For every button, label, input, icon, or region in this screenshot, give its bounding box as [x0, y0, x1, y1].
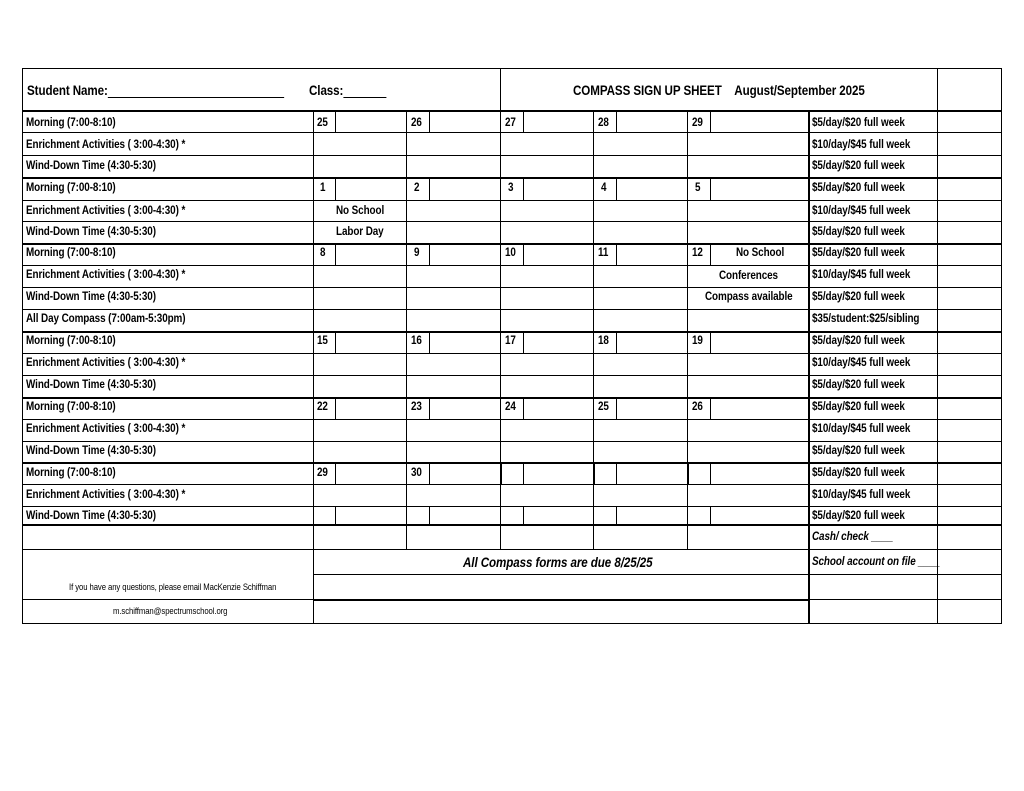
price-wind-down: $5/day/$20 full week — [812, 226, 905, 238]
grid-hline — [23, 243, 1001, 245]
grid-vline — [429, 397, 430, 419]
date-cell: 30 — [411, 467, 422, 479]
date-cell: 2 — [414, 182, 420, 194]
grid-vline — [523, 243, 524, 265]
grid-hline — [23, 177, 1001, 179]
grid-hline — [313, 574, 1001, 575]
price-enrichment: $10/day/$45 full week — [812, 139, 911, 151]
grid-vline — [710, 331, 711, 353]
grid-vline — [500, 462, 502, 484]
price-enrichment: $10/day/$45 full week — [812, 423, 911, 435]
grid-vline — [616, 243, 617, 265]
grid-hline — [23, 524, 1001, 526]
sheet-title-row — [573, 83, 865, 98]
grid-hline — [23, 331, 1001, 333]
payment-school-account[interactable]: School account on file ____ — [812, 556, 940, 568]
grid-hline — [23, 155, 1001, 156]
grid-vline — [335, 110, 336, 132]
grid-vline — [687, 462, 689, 484]
date-cell: 1 — [320, 182, 326, 194]
price-enrichment: $10/day/$45 full week — [812, 357, 911, 369]
payment-cash-check[interactable]: Cash/ check ____ — [812, 531, 894, 543]
grid-hline — [23, 221, 1001, 222]
note-no-school: No School — [736, 247, 785, 259]
grid-vline — [710, 243, 711, 265]
row-label-wind-down: Wind-Down Time (4:30-5:30) — [26, 291, 156, 303]
price-wind-down: $5/day/$20 full week — [812, 379, 905, 391]
price-morning: $5/day/$20 full week — [812, 117, 905, 129]
grid-vline — [616, 506, 617, 524]
grid-vline — [335, 177, 336, 200]
row-label-enrichment: Enrichment Activities ( 3:00-4:30) * — [26, 139, 186, 151]
grid-vline — [523, 462, 524, 484]
date-cell: 29 — [692, 117, 703, 129]
grid-vline — [616, 110, 617, 132]
date-cell: 23 — [411, 401, 422, 413]
date-cell: 10 — [505, 247, 516, 259]
price-morning: $5/day/$20 full week — [812, 335, 905, 347]
date-cell: 25 — [598, 401, 609, 413]
grid-vline — [710, 506, 711, 524]
grid-hline — [23, 309, 1001, 310]
grid-hline — [23, 484, 1001, 485]
grid-vline — [937, 69, 938, 623]
row-label-morning: Morning (7:00-8:10) — [26, 401, 116, 413]
grid-hline — [23, 441, 1001, 442]
date-cell: 26 — [692, 401, 703, 413]
grid-hline — [23, 549, 1001, 550]
note-conferences: Conferences — [719, 270, 778, 282]
student-name-field[interactable] — [27, 83, 284, 98]
date-cell: 5 — [695, 182, 701, 194]
date-cell: 28 — [598, 117, 609, 129]
grid-vline — [429, 177, 430, 200]
row-label-morning: Morning (7:00-8:10) — [26, 467, 116, 479]
row-label-morning: Morning (7:00-8:10) — [26, 117, 116, 129]
row-label-enrichment: Enrichment Activities ( 3:00-4:30) * — [26, 269, 186, 281]
date-cell: 26 — [411, 117, 422, 129]
student-name-blank[interactable] — [108, 97, 284, 98]
grid-vline — [808, 110, 810, 624]
grid-hline — [23, 599, 313, 600]
grid-vline — [429, 506, 430, 524]
date-cell: 22 — [317, 401, 328, 413]
grid-hline — [23, 375, 1001, 376]
grid-hline — [313, 599, 808, 601]
date-cell: 17 — [505, 335, 516, 347]
price-enrichment: $10/day/$45 full week — [812, 489, 911, 501]
grid-vline — [500, 69, 501, 110]
grid-hline — [23, 110, 1001, 112]
row-label-wind-down: Wind-Down Time (4:30-5:30) — [26, 379, 156, 391]
grid-vline — [616, 397, 617, 419]
grid-vline — [523, 331, 524, 353]
contact-email[interactable]: m.schiffman@spectrumschool.org — [113, 606, 228, 616]
row-label-morning: Morning (7:00-8:10) — [26, 247, 116, 259]
date-cell: 16 — [411, 335, 422, 347]
compass-signup-sheet — [22, 68, 1002, 624]
price-enrichment: $10/day/$45 full week — [812, 205, 911, 217]
price-wind-down: $5/day/$20 full week — [812, 445, 905, 457]
grid-vline — [335, 397, 336, 419]
grid-vline — [523, 110, 524, 132]
grid-vline — [710, 177, 711, 200]
sheet-period: August/September 2025 — [734, 83, 865, 98]
grid-hline — [23, 132, 1001, 133]
grid-vline — [429, 243, 430, 265]
row-label-morning: Morning (7:00-8:10) — [26, 182, 116, 194]
row-label-wind-down: Wind-Down Time (4:30-5:30) — [26, 510, 156, 522]
price-morning: $5/day/$20 full week — [812, 401, 905, 413]
grid-hline — [23, 200, 1001, 201]
row-label-enrichment: Enrichment Activities ( 3:00-4:30) * — [26, 205, 186, 217]
grid-vline — [523, 177, 524, 200]
row-label-all-day: All Day Compass (7:00am-5:30pm) — [26, 313, 186, 325]
grid-hline — [23, 287, 1001, 288]
price-morning: $5/day/$20 full week — [812, 182, 905, 194]
date-cell: 18 — [598, 335, 609, 347]
grid-vline — [593, 462, 595, 484]
grid-vline — [710, 462, 711, 484]
price-all-day: $35/student:$25/sibling — [812, 313, 920, 325]
note-labor-day: Labor Day — [336, 226, 384, 238]
class-label: Class: — [309, 83, 344, 98]
date-cell: 3 — [508, 182, 514, 194]
note-compass-available: Compass available — [705, 291, 793, 303]
price-enrichment: $10/day/$45 full week — [812, 269, 911, 281]
date-cell: 29 — [317, 467, 328, 479]
row-label-enrichment: Enrichment Activities ( 3:00-4:30) * — [26, 489, 186, 501]
sheet-title: COMPASS SIGN UP SHEET — [573, 83, 722, 98]
contact-questions: If you have any questions, please email MacKenzie Schiffman — [69, 582, 277, 592]
note-no-school: No School — [336, 205, 385, 217]
grid-vline — [616, 177, 617, 200]
price-morning: $5/day/$20 full week — [812, 467, 905, 479]
grid-vline — [429, 462, 430, 484]
grid-hline — [23, 506, 1001, 507]
grid-vline — [335, 506, 336, 524]
grid-hline — [23, 462, 1001, 464]
grid-vline — [710, 397, 711, 419]
price-wind-down: $5/day/$20 full week — [812, 160, 905, 172]
row-label-morning: Morning (7:00-8:10) — [26, 335, 116, 347]
grid-hline — [23, 419, 1001, 420]
grid-hline — [23, 353, 1001, 354]
grid-vline — [313, 110, 314, 624]
date-cell: 4 — [601, 182, 607, 194]
grid-vline — [523, 506, 524, 524]
grid-vline — [710, 110, 711, 132]
date-cell: 9 — [414, 247, 420, 259]
grid-vline — [406, 110, 407, 549]
price-wind-down: $5/day/$20 full week — [812, 291, 905, 303]
row-label-enrichment: Enrichment Activities ( 3:00-4:30) * — [26, 423, 186, 435]
grid-vline — [523, 397, 524, 419]
price-morning: $5/day/$20 full week — [812, 247, 905, 259]
grid-vline — [429, 110, 430, 132]
grid-hline — [23, 397, 1001, 399]
date-cell: 15 — [317, 335, 328, 347]
row-label-wind-down: Wind-Down Time (4:30-5:30) — [26, 226, 156, 238]
date-cell: 12 — [692, 247, 703, 259]
grid-vline — [616, 331, 617, 353]
grid-vline — [616, 462, 617, 484]
date-cell: 8 — [320, 247, 326, 259]
row-label-wind-down: Wind-Down Time (4:30-5:30) — [26, 445, 156, 457]
price-wind-down: $5/day/$20 full week — [812, 510, 905, 522]
grid-vline — [335, 331, 336, 353]
grid-hline — [23, 265, 1001, 266]
row-label-wind-down: Wind-Down Time (4:30-5:30) — [26, 160, 156, 172]
grid-hline — [808, 599, 1001, 600]
grid-vline — [335, 243, 336, 265]
date-cell: 27 — [505, 117, 516, 129]
class-field[interactable] — [309, 83, 386, 98]
date-cell: 11 — [598, 247, 609, 259]
due-date-note: All Compass forms are due 8/25/25 — [463, 555, 653, 570]
grid-vline — [335, 462, 336, 484]
row-label-enrichment: Enrichment Activities ( 3:00-4:30) * — [26, 357, 186, 369]
student-name-label: Student Name: — [27, 83, 108, 98]
date-cell: 24 — [505, 401, 516, 413]
grid-vline — [429, 331, 430, 353]
date-cell: 19 — [692, 335, 703, 347]
date-cell: 25 — [317, 117, 328, 129]
class-blank[interactable] — [343, 97, 386, 98]
